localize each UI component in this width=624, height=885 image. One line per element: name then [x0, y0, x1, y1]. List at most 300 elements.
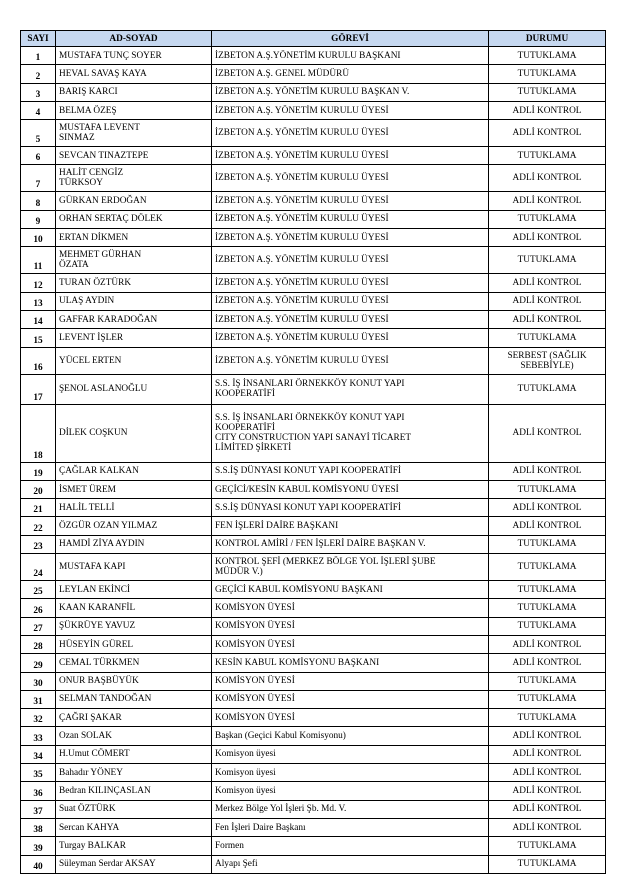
row-name	[56, 192, 212, 210]
row-name	[56, 672, 212, 690]
row-role	[212, 404, 489, 462]
row-status-text: TUTUKLAMA	[517, 859, 577, 870]
row-number-text: 4	[35, 108, 41, 119]
row-number	[21, 247, 56, 274]
row-name-text: Sercan KAHYA	[59, 822, 120, 833]
row-status	[489, 581, 606, 599]
row-number-text: 2	[35, 71, 41, 82]
row-status-text: ADLİ KONTROL	[512, 196, 582, 207]
row-status-text: ADLİ KONTROL	[512, 278, 582, 289]
row-role	[212, 101, 489, 119]
row-role	[212, 517, 489, 535]
row-name-text: ULAŞ AYDIN	[59, 296, 115, 307]
row-status	[489, 347, 606, 374]
row-status-text: TUTUKLAMA	[517, 384, 577, 395]
row-status-text: TUTUKLAMA	[517, 694, 577, 705]
row-role-text: KOMİSYON ÜYESİ	[215, 712, 295, 723]
row-name	[56, 855, 212, 873]
header-no: SAYI	[21, 31, 56, 47]
row-role	[212, 347, 489, 374]
row-name	[56, 818, 212, 836]
row-number-text: 36	[33, 788, 43, 799]
row-role	[212, 672, 489, 690]
row-status	[489, 635, 606, 653]
table-row	[21, 517, 606, 535]
row-role-text: İZBETON A.Ş. YÖNETİM KURULU ÜYESİ	[215, 232, 389, 243]
row-name	[56, 745, 212, 763]
row-status	[489, 374, 606, 404]
row-status	[489, 764, 606, 782]
row-name-text: ORHAN SERTAÇ DÖLEK	[59, 214, 163, 225]
row-role-text: İZBETON A.Ş. YÖNETİM KURULU ÜYESİ	[215, 196, 389, 207]
row-role	[212, 800, 489, 818]
row-number	[21, 374, 56, 404]
row-number-text: 3	[35, 89, 41, 100]
row-role	[212, 499, 489, 517]
row-role-text: Formen	[215, 840, 244, 851]
row-name	[56, 120, 212, 147]
row-status	[489, 709, 606, 727]
row-role-text: İZBETON A.Ş. YÖNETİM KURULU ÜYESİ	[215, 296, 389, 307]
table-row	[21, 292, 606, 310]
row-role-text: İZBETON A.Ş. GENEL MÜDÜRÜ	[215, 68, 350, 79]
row-name-text: HEVAL SAVAŞ KAYA	[59, 68, 147, 79]
table-row	[21, 83, 606, 101]
row-role	[212, 745, 489, 763]
table-row	[21, 654, 606, 672]
table-row	[21, 229, 606, 247]
row-name	[56, 480, 212, 498]
row-number-text: 22	[33, 523, 43, 534]
row-number-text: 19	[33, 468, 43, 479]
row-name-text: CEMAL TÜRKMEN	[59, 657, 140, 668]
row-name	[56, 554, 212, 581]
row-number	[21, 709, 56, 727]
row-status-text: ADLİ KONTROL	[512, 173, 582, 184]
row-status-text: TUTUKLAMA	[517, 150, 577, 161]
row-role-text: KONTROL ŞEFİ (MERKEZ BÖLGE YOL İŞLERİ ŞUBE MÜDÜR V.)	[215, 557, 436, 578]
row-status-text: TUTUKLAMA	[517, 214, 577, 225]
row-name-text: KAAN KARANFİL	[59, 602, 136, 613]
row-role	[212, 147, 489, 165]
row-role	[212, 690, 489, 708]
row-status-text: ADLİ KONTROL	[512, 749, 582, 760]
row-name	[56, 165, 212, 192]
row-status-text: TUTUKLAMA	[517, 562, 577, 573]
row-status-text: ADLİ KONTROL	[512, 731, 582, 742]
table-row	[21, 310, 606, 328]
row-number	[21, 462, 56, 480]
row-role-text: S.S. İŞ İNSANLARI ÖRNEKKÖY KONUT YAPI KOOPERATİFİ CITY CONSTRUCTION YAPI SANAYİ TİCARET LİMİTED ŞİRKETİ	[215, 413, 412, 454]
row-status-text: TUTUKLAMA	[517, 332, 577, 343]
row-role-text: S.S.İŞ DÜNYASI KONUT YAPI KOOPERATİFİ	[215, 466, 401, 477]
row-name-text: TURAN ÖZTÜRK	[59, 278, 132, 289]
row-status-text: ADLİ KONTROL	[512, 314, 582, 325]
row-name-text: Suat ÖZTÜRK	[59, 804, 116, 815]
row-name	[56, 274, 212, 292]
row-role	[212, 782, 489, 800]
table-row	[21, 210, 606, 228]
row-role-text: KOMİSYON ÜYESİ	[215, 676, 295, 687]
table-row	[21, 374, 606, 404]
row-role-text: KOMİSYON ÜYESİ	[215, 602, 295, 613]
row-number-text: 18	[33, 450, 43, 461]
row-name-text: MEHMET GÜRHAN ÖZATA	[59, 250, 142, 271]
header-role: GÖREVİ	[212, 31, 489, 47]
table-row	[21, 855, 606, 873]
row-number	[21, 274, 56, 292]
row-name-text: HAMDİ ZİYA AYDIN	[59, 539, 145, 550]
row-number-text: 6	[35, 153, 41, 164]
row-name	[56, 210, 212, 228]
table-row	[21, 47, 606, 65]
row-role	[212, 462, 489, 480]
row-number	[21, 229, 56, 247]
row-role	[212, 818, 489, 836]
table-row	[21, 480, 606, 498]
row-number	[21, 855, 56, 873]
row-role-text: S.S.İŞ DÜNYASI KONUT YAPI KOOPERATİFİ	[215, 502, 401, 513]
row-name	[56, 292, 212, 310]
row-role	[212, 617, 489, 635]
row-name	[56, 690, 212, 708]
row-status-text: TUTUKLAMA	[517, 602, 577, 613]
row-role-text: İZBETON A.Ş.YÖNETİM KURULU BAŞKANI	[215, 50, 401, 61]
row-number-text: 1	[35, 53, 41, 64]
row-status	[489, 745, 606, 763]
row-status-text: ADLİ KONTROL	[512, 767, 582, 778]
row-status-text: ADLİ KONTROL	[512, 639, 582, 650]
row-role-text: İZBETON A.Ş. YÖNETİM KURULU ÜYESİ	[215, 150, 389, 161]
row-number-text: 33	[33, 733, 43, 744]
row-name	[56, 581, 212, 599]
row-status	[489, 599, 606, 617]
row-role	[212, 727, 489, 745]
row-number	[21, 192, 56, 210]
table-row	[21, 672, 606, 690]
table-row	[21, 274, 606, 292]
row-name	[56, 374, 212, 404]
row-status	[489, 101, 606, 119]
row-number	[21, 480, 56, 498]
row-name-text: HALİL TELLİ	[59, 502, 115, 513]
row-number-text: 17	[33, 392, 43, 403]
row-status-text: ADLİ KONTROL	[512, 428, 582, 439]
row-name	[56, 709, 212, 727]
row-number	[21, 782, 56, 800]
row-name	[56, 535, 212, 553]
row-status	[489, 292, 606, 310]
table-row	[21, 818, 606, 836]
table-row	[21, 247, 606, 274]
row-number-text: 32	[33, 715, 43, 726]
header-name: AD-SOYAD	[56, 31, 212, 47]
row-number-text: 31	[33, 697, 43, 708]
row-name-text: LEVENT İŞLER	[59, 332, 124, 343]
row-status	[489, 247, 606, 274]
row-status-text: SERBEST (SAĞLIK SEBEBİYLE)	[507, 350, 587, 371]
row-status-text: TUTUKLAMA	[517, 87, 577, 98]
row-number	[21, 635, 56, 653]
row-name-text: Bedran KILINÇASLAN	[59, 785, 151, 796]
row-status	[489, 65, 606, 83]
table-row	[21, 617, 606, 635]
row-name-text: GAFFAR KARADOĞAN	[59, 314, 158, 325]
row-status	[489, 690, 606, 708]
row-name	[56, 101, 212, 119]
row-number-text: 23	[33, 542, 43, 553]
row-number	[21, 347, 56, 374]
row-number	[21, 535, 56, 553]
row-name-text: BELMA ÖZEŞ	[59, 105, 117, 116]
row-name-text: MUSTAFA KAPI	[59, 562, 126, 573]
row-role	[212, 310, 489, 328]
row-name	[56, 404, 212, 462]
table-row	[21, 535, 606, 553]
table-row	[21, 635, 606, 653]
row-status	[489, 782, 606, 800]
row-number	[21, 310, 56, 328]
row-status-text: ADLİ KONTROL	[512, 804, 582, 815]
row-status	[489, 462, 606, 480]
row-number	[21, 581, 56, 599]
row-status	[489, 120, 606, 147]
row-role-text: KOMİSYON ÜYESİ	[215, 694, 295, 705]
row-status	[489, 329, 606, 347]
row-number-text: 15	[33, 335, 43, 346]
row-role	[212, 709, 489, 727]
row-number-text: 11	[33, 262, 43, 273]
row-name	[56, 329, 212, 347]
row-role-text: İZBETON A.Ş. YÖNETİM KURULU ÜYESİ	[215, 128, 389, 139]
row-status-text: ADLİ KONTROL	[512, 128, 582, 139]
row-role	[212, 654, 489, 672]
table-row	[21, 581, 606, 599]
row-number	[21, 745, 56, 763]
row-number	[21, 329, 56, 347]
table-row	[21, 690, 606, 708]
row-role-text: İZBETON A.Ş. YÖNETİM KURULU ÜYESİ	[215, 314, 389, 325]
table-row	[21, 147, 606, 165]
row-role	[212, 581, 489, 599]
row-role	[212, 65, 489, 83]
row-number	[21, 165, 56, 192]
row-number-text: 29	[33, 660, 43, 671]
row-role	[212, 535, 489, 553]
row-role-text: KONTROL AMİRİ / FEN İŞLERİ DAİRE BAŞKAN V.	[215, 539, 426, 550]
row-number	[21, 499, 56, 517]
row-name-text: Turgay BALKAR	[59, 840, 126, 851]
row-role	[212, 599, 489, 617]
row-number	[21, 404, 56, 462]
row-number-text: 28	[33, 642, 43, 653]
row-status	[489, 499, 606, 517]
row-status	[489, 535, 606, 553]
row-number-text: 9	[35, 217, 41, 228]
row-name-text: ÇAĞLAR KALKAN	[59, 466, 139, 477]
row-role-text: FEN İŞLERİ DAİRE BAŞKANI	[215, 521, 339, 532]
row-role-text: İZBETON A.Ş. YÖNETİM KURULU ÜYESİ	[215, 278, 389, 289]
row-status	[489, 165, 606, 192]
row-status-text: ADLİ KONTROL	[512, 785, 582, 796]
row-name	[56, 727, 212, 745]
row-status-text: ADLİ KONTROL	[512, 466, 582, 477]
row-role	[212, 210, 489, 228]
row-name-text: GÜRKAN ERDOĞAN	[59, 196, 147, 207]
row-role-text: İZBETON A.Ş. YÖNETİM KURULU ÜYESİ	[215, 214, 389, 225]
row-status	[489, 818, 606, 836]
row-role	[212, 329, 489, 347]
row-number	[21, 517, 56, 535]
row-number-text: 37	[33, 806, 43, 817]
row-status-text: ADLİ KONTROL	[512, 232, 582, 243]
row-number-text: 5	[35, 135, 41, 146]
header-status: DURUMU	[489, 31, 606, 47]
row-role-text: Fen İşleri Daire Başkanı	[215, 822, 306, 833]
table-row	[21, 165, 606, 192]
row-role-text: S.S. İŞ İNSANLARI ÖRNEKKÖY KONUT YAPI KOOPERATİFİ	[215, 379, 405, 400]
row-number	[21, 65, 56, 83]
table-row	[21, 764, 606, 782]
row-number-text: 20	[33, 487, 43, 498]
table-row	[21, 745, 606, 763]
row-name	[56, 310, 212, 328]
row-role	[212, 83, 489, 101]
row-status	[489, 517, 606, 535]
table-row	[21, 800, 606, 818]
row-number	[21, 617, 56, 635]
row-status-text: ADLİ KONTROL	[512, 296, 582, 307]
row-name-text: SEVCAN TINAZTEPE	[59, 150, 149, 161]
row-status-text: TUTUKLAMA	[517, 50, 577, 61]
row-role	[212, 247, 489, 274]
row-role-text: Alyapı Şefi	[215, 859, 258, 870]
row-status	[489, 855, 606, 873]
row-name-text: İSMET ÜREM	[59, 484, 116, 495]
row-name-text: Süleyman Serdar AKSAY	[59, 859, 156, 870]
row-status	[489, 837, 606, 855]
row-number-text: 24	[33, 569, 43, 580]
row-name	[56, 617, 212, 635]
row-number	[21, 83, 56, 101]
row-role-text: GEÇİCİ KABUL KOMİSYONU BAŞKANI	[215, 584, 383, 595]
row-status	[489, 654, 606, 672]
row-name-text: DİLEK COŞKUN	[59, 428, 128, 439]
row-role-text: KOMİSYON ÜYESİ	[215, 639, 295, 650]
row-status-text: TUTUKLAMA	[517, 840, 577, 851]
row-role-text: İZBETON A.Ş. YÖNETİM KURULU ÜYESİ	[215, 255, 389, 266]
row-role	[212, 165, 489, 192]
table-row	[21, 192, 606, 210]
row-number	[21, 101, 56, 119]
table-row	[21, 782, 606, 800]
row-number-text: 10	[33, 235, 43, 246]
row-status-text: TUTUKLAMA	[517, 621, 577, 632]
row-status-text: ADLİ KONTROL	[512, 521, 582, 532]
row-number-text: 40	[33, 861, 43, 872]
row-number	[21, 690, 56, 708]
row-number	[21, 292, 56, 310]
row-role	[212, 120, 489, 147]
row-name-text: HÜSEYİN GÜREL	[59, 639, 134, 650]
row-number-text: 35	[33, 770, 43, 781]
row-role-text: İZBETON A.Ş. YÖNETİM KURULU BAŞKAN V.	[215, 87, 410, 98]
row-number	[21, 837, 56, 855]
row-role	[212, 229, 489, 247]
row-status	[489, 480, 606, 498]
row-name	[56, 83, 212, 101]
row-number-text: 30	[33, 678, 43, 689]
row-status-text: TUTUKLAMA	[517, 676, 577, 687]
row-number	[21, 120, 56, 147]
row-role	[212, 855, 489, 873]
row-number-text: 39	[33, 843, 43, 854]
row-name	[56, 147, 212, 165]
row-name	[56, 462, 212, 480]
table-row	[21, 101, 606, 119]
row-number	[21, 554, 56, 581]
row-number-text: 34	[33, 752, 43, 763]
row-name-text: ŞÜKRÜYE YAVUZ	[59, 621, 136, 632]
row-role	[212, 374, 489, 404]
table-row	[21, 120, 606, 147]
row-name-text: ŞENOL ASLANOĞLU	[59, 384, 148, 395]
row-name	[56, 599, 212, 617]
row-status-text: ADLİ KONTROL	[512, 502, 582, 513]
row-name	[56, 800, 212, 818]
table-row	[21, 599, 606, 617]
row-number	[21, 727, 56, 745]
row-status	[489, 727, 606, 745]
row-role-text: İZBETON A.Ş. YÖNETİM KURULU ÜYESİ	[215, 332, 389, 343]
row-name-text: ÖZGÜR OZAN YILMAZ	[59, 521, 158, 532]
row-status-text: TUTUKLAMA	[517, 68, 577, 79]
row-number	[21, 764, 56, 782]
table-row	[21, 554, 606, 581]
row-role	[212, 635, 489, 653]
row-role	[212, 480, 489, 498]
row-role-text: Komisyon üyesi	[215, 749, 276, 760]
row-name	[56, 782, 212, 800]
row-role-text: İZBETON A.Ş. YÖNETİM KURULU ÜYESİ	[215, 355, 389, 366]
row-role-text: KESİN KABUL KOMİSYONU BAŞKANI	[215, 657, 380, 668]
row-name-text: ÇAĞRI ŞAKAR	[59, 712, 122, 723]
table-row	[21, 727, 606, 745]
row-status	[489, 47, 606, 65]
row-number-text: 8	[35, 198, 41, 209]
row-status	[489, 147, 606, 165]
table-row	[21, 709, 606, 727]
row-name-text: MUSTAFA TUNÇ SOYER	[59, 50, 162, 61]
row-number-text: 13	[33, 298, 43, 309]
row-name	[56, 47, 212, 65]
row-role-text: KOMİSYON ÜYESİ	[215, 621, 295, 632]
row-name	[56, 517, 212, 535]
row-number-text: 16	[33, 362, 43, 373]
table-row	[21, 462, 606, 480]
row-name-text: ERTAN DİKMEN	[59, 232, 129, 243]
row-number	[21, 210, 56, 228]
row-role-text: Başkan (Geçici Kabul Komisyonu)	[215, 731, 346, 742]
row-name	[56, 635, 212, 653]
row-number	[21, 818, 56, 836]
row-role	[212, 274, 489, 292]
row-number	[21, 47, 56, 65]
row-role-text: Merkez Bölge Yol İşleri Şb. Md. V.	[215, 804, 347, 815]
row-name-text: MUSTAFA LEVENT SINMAZ	[59, 123, 140, 144]
row-name-text: SELMAN TANDOĞAN	[59, 694, 152, 705]
row-status-text: TUTUKLAMA	[517, 712, 577, 723]
